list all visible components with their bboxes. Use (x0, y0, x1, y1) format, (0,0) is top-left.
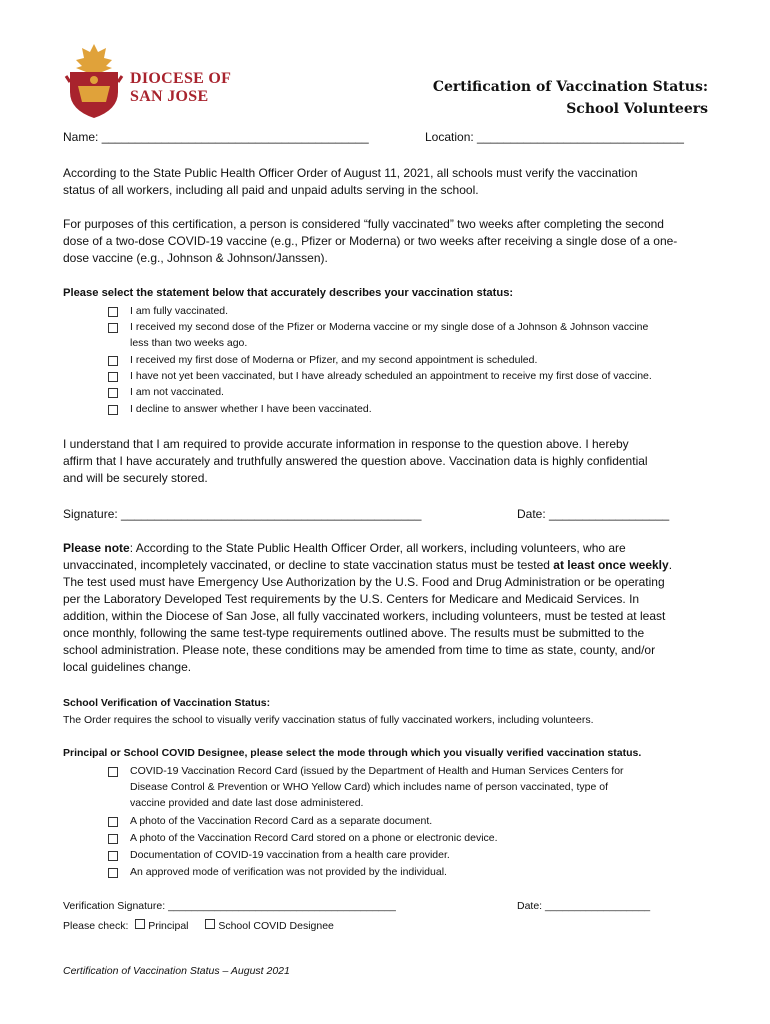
affirm-line-2: affirm that I have accurately and truthfully answered the question above. Vaccination data is highly confidential (63, 454, 648, 468)
note-label: Please note (63, 541, 130, 555)
date-field[interactable] (517, 507, 669, 521)
organization-name (130, 70, 231, 106)
note-paragraph (63, 540, 708, 676)
intro-p2-line-1: For purposes of this certification, a person is considered “fully vaccinated” two weeks after completing the second (63, 217, 664, 231)
note-line-2-a: unvaccinated, incompletely vaccinated, or decline to state vaccination status must be tested (63, 558, 554, 572)
affirmation-paragraph (63, 436, 708, 487)
mode-option-5: An approved mode of verification was not provided by the individual. (130, 866, 447, 878)
verification-signature-field[interactable] (63, 898, 396, 915)
date-line[interactable]: __________________ (549, 507, 670, 521)
note-line-5: addition, within the Diocese of San Jose, all fully vaccinated workers, including volunteers, must be tested at least (63, 609, 666, 623)
verification-date-line[interactable]: __________________ (545, 900, 651, 912)
date-label: Date: (517, 507, 546, 521)
status-option-3: I received my first dose of Moderna or Pfizer, and my second appointment is scheduled. (130, 354, 538, 366)
mode-heading: Principal or School COVID Designee, please select the mode through which you visually verified vaccination status. (63, 747, 642, 759)
status-option-5: I am not vaccinated. (130, 386, 224, 398)
mode-option-1-cont-a: Disease Control & Prevention or WHO Yellow Card) which includes name of person vaccinated, type of (130, 781, 608, 793)
signature-line[interactable]: _____________________________________________ (121, 507, 422, 521)
signature-field[interactable] (63, 507, 421, 521)
status-option-1: I am fully vaccinated. (130, 305, 229, 317)
status-checkbox-2[interactable] (108, 323, 118, 333)
note-line-8: local guidelines change. (63, 660, 192, 674)
status-option-2: I received my second dose of the Pfizer or Moderna vaccine or my single dose of a Johnson & Johnson vaccine (130, 321, 649, 333)
status-heading: Please select the statement below that accurately describes your vaccination status: (63, 287, 514, 299)
mode-checkbox-1[interactable] (108, 767, 118, 777)
note-line-7: school administration. Please note, these conditions may be amended from time to time as state, county, and/or (63, 643, 656, 657)
verification-text: The Order requires the school to visually verify vaccination status of fully vaccinated workers, including volunteers. (63, 714, 594, 726)
verification-heading: School Verification of Vaccination Status: (63, 697, 271, 709)
note-line-3: The test used must have Emergency Use Authorization by the U.S. Food and Drug Administration or be operating (63, 575, 665, 589)
note-line-1-text: : According to the State Public Health Officer Order, all workers, including volunteers, who are (129, 541, 626, 555)
note-line-2-c: . (668, 558, 673, 572)
status-option-6: I decline to answer whether I have been vaccinated. (130, 403, 372, 415)
designee-label: School COVID Designee (218, 920, 334, 932)
mode-option-4: Documentation of COVID-19 vaccination from a health care provider. (130, 849, 450, 861)
note-line-1 (63, 540, 708, 557)
note-line-6: once monthly, following the same test-type requirements outlined above. The results must be submitted to the (63, 626, 645, 640)
status-checkbox-5[interactable] (108, 388, 118, 398)
org-line-2: SAN JOSE (130, 88, 209, 105)
mode-checkbox-4[interactable] (108, 851, 118, 861)
mode-checkbox-3[interactable] (108, 834, 118, 844)
affirm-line-1: I understand that I am required to provide accurate information in response to the question above. I hereby (63, 437, 629, 451)
note-line-2 (63, 557, 708, 574)
affirm-line-3: and will be securely stored. (63, 471, 208, 485)
status-checkbox-1[interactable] (108, 307, 118, 317)
location-line[interactable]: _______________________________ (477, 130, 684, 144)
principal-checkbox[interactable] (135, 919, 145, 929)
mode-checkbox-5[interactable] (108, 868, 118, 878)
mode-option-1-cont-b: vaccine provided and date last dose administered. (130, 797, 364, 809)
status-checkbox-4[interactable] (108, 372, 118, 382)
role-check-row (63, 918, 334, 935)
diocese-crest-logo (62, 42, 126, 118)
mode-option-2: A photo of the Vaccination Record Card as a separate document. (130, 815, 433, 827)
status-checkbox-3[interactable] (108, 356, 118, 366)
intro-paragraph-2 (63, 216, 708, 267)
intro-p1-line-2: status of all workers, including all paid and unpaid adults serving in the school. (63, 183, 479, 197)
document-title (433, 76, 708, 120)
verification-date-label: Date: (517, 900, 543, 912)
title-line-1: Certification of Vaccination Status: (432, 79, 708, 95)
note-emphasis: at least once weekly (553, 558, 669, 572)
mode-checkbox-2[interactable] (108, 817, 118, 827)
page-footer: Certification of Vaccination Status – August 2021 (63, 965, 290, 977)
title-line-2: School Volunteers (566, 101, 708, 117)
mode-option-1: COVID-19 Vaccination Record Card (issued by the Department of Health and Human Services Centers for (130, 765, 624, 777)
intro-paragraph-1 (63, 165, 708, 199)
status-option-2-cont: less than two weeks ago. (130, 337, 248, 349)
org-line-1: DIOCESE OF (130, 70, 232, 87)
verification-signature-line[interactable]: _______________________________________ (168, 900, 396, 912)
name-label: Name: (63, 130, 99, 144)
signature-label: Signature: (63, 507, 118, 521)
name-field[interactable] (63, 130, 369, 144)
location-label: Location: (425, 130, 474, 144)
location-field[interactable] (425, 130, 684, 144)
verification-date-field[interactable] (517, 898, 650, 915)
mode-option-3: A photo of the Vaccination Record Card stored on a phone or electronic device. (130, 832, 498, 844)
name-line[interactable]: ________________________________________ (101, 130, 369, 144)
status-option-4: I have not yet been vaccinated, but I have already scheduled an appointment to receive my first dose of vaccine. (130, 370, 652, 382)
verification-signature-label: Verification Signature: (63, 900, 166, 912)
designee-checkbox[interactable] (205, 919, 215, 929)
note-line-4: per the Laboratory Developed Test requirements by the U.S. Centers for Medicare and Medicaid Services. In (63, 592, 640, 606)
intro-p2-line-2: dose of a two-dose COVID-19 vaccine (e.g., Pfizer or Moderna) or two weeks after receiving a single dose of a one- (63, 234, 678, 248)
role-check-label: Please check: (63, 920, 129, 932)
principal-label: Principal (148, 920, 189, 932)
status-checkbox-6[interactable] (108, 405, 118, 415)
intro-p1-line-1: According to the State Public Health Officer Order of August 11, 2021, all schools must verify the vaccination (63, 166, 638, 180)
intro-p2-line-3: dose vaccine (e.g., Johnson & Johnson/Janssen). (63, 251, 328, 265)
